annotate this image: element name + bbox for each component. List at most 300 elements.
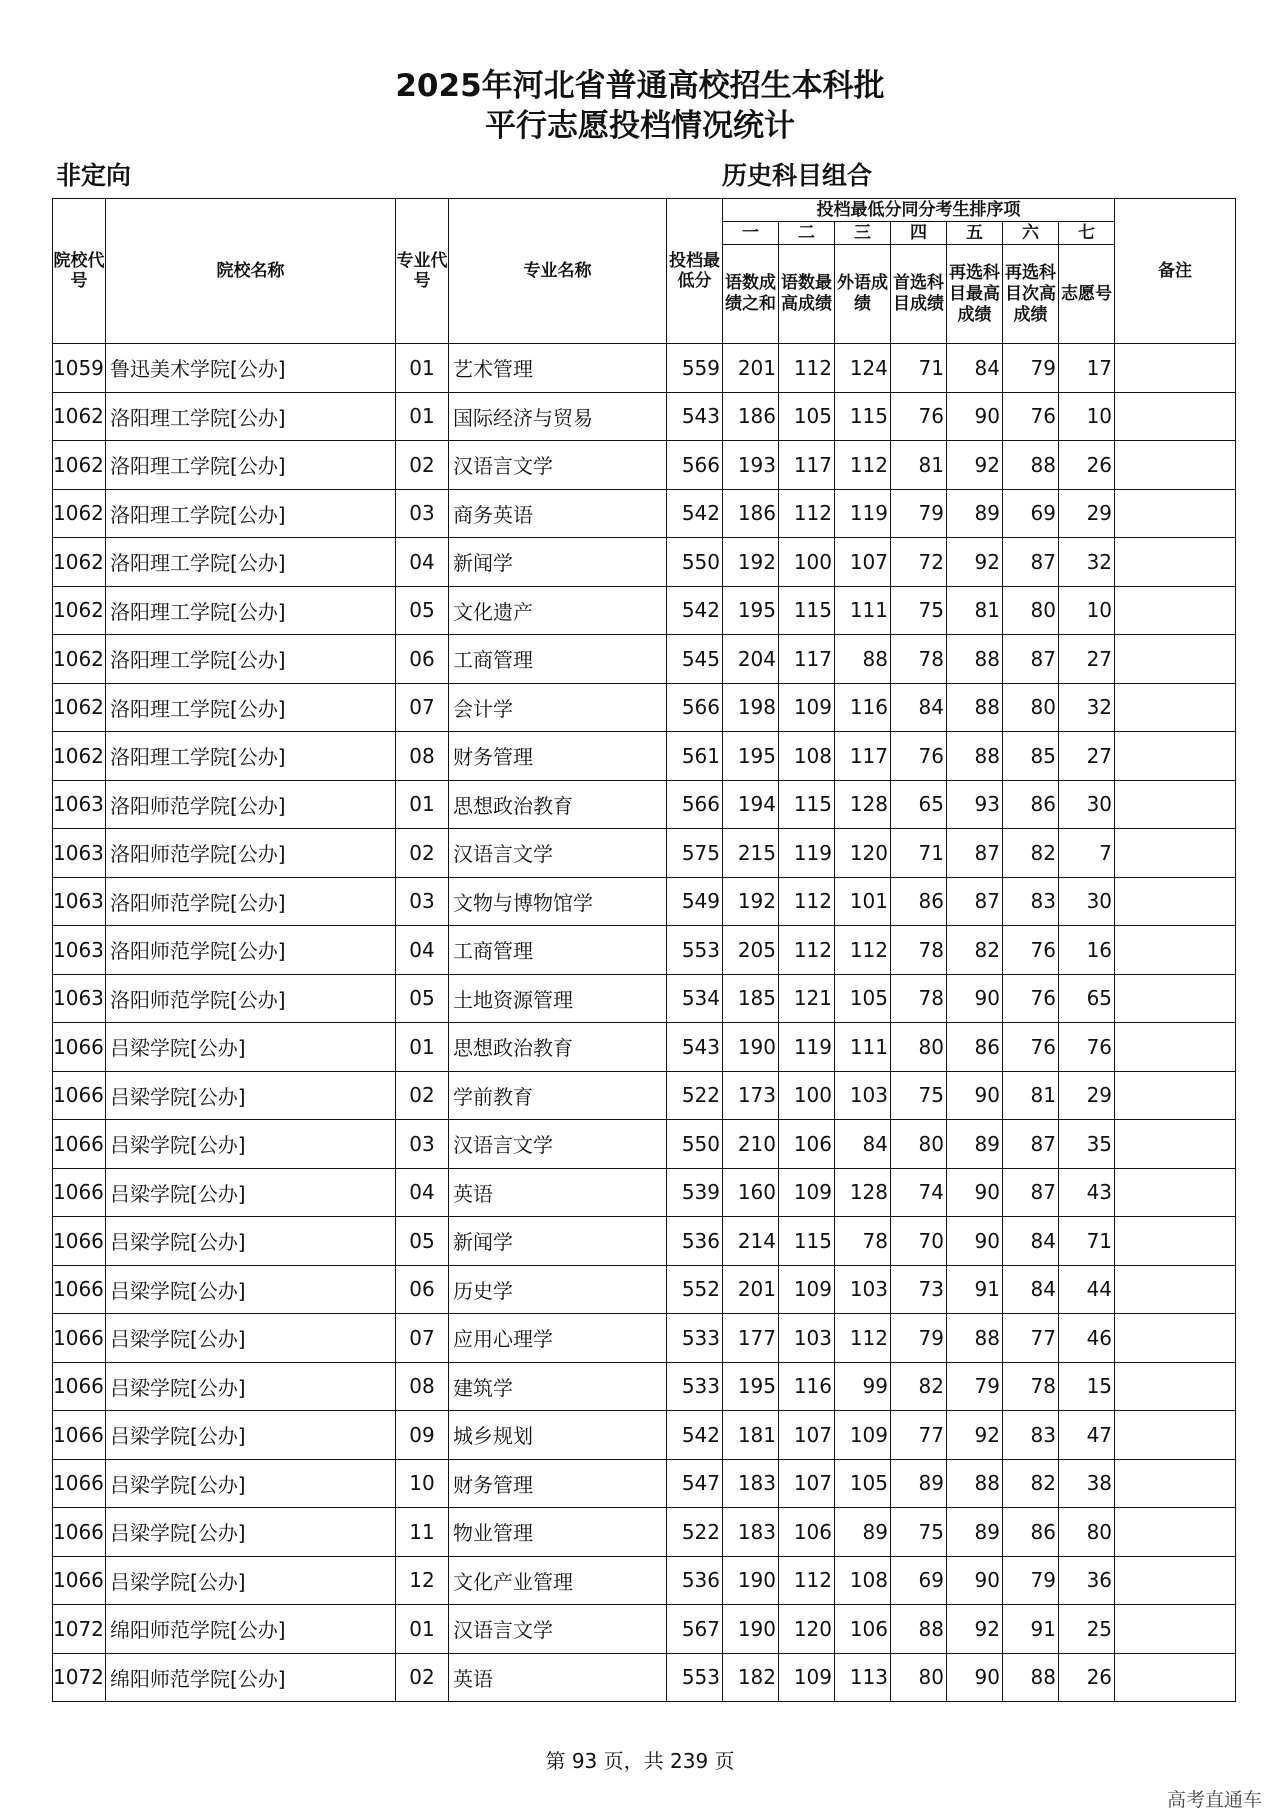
cell-tiebreak-4: 80 xyxy=(891,1653,947,1702)
cell-major-code: 03 xyxy=(396,489,449,538)
cell-school-code: 1062 xyxy=(53,635,106,684)
cell-school-code: 1066 xyxy=(53,1071,106,1120)
cell-remarks xyxy=(1115,538,1236,587)
cell-major-code: 03 xyxy=(396,1120,449,1169)
cell-tiebreak-5: 84 xyxy=(947,344,1003,393)
cell-tiebreak-6: 79 xyxy=(1003,344,1059,393)
cell-tiebreak-3: 124 xyxy=(835,344,891,393)
cell-remarks xyxy=(1115,1459,1236,1508)
cell-major-name: 英语 xyxy=(449,1168,667,1217)
cell-major-name: 工商管理 xyxy=(449,635,667,684)
cell-major-code: 04 xyxy=(396,926,449,975)
cell-tiebreak-7: 17 xyxy=(1059,344,1115,393)
cell-tiebreak-7: 30 xyxy=(1059,877,1115,926)
cell-remarks xyxy=(1115,392,1236,441)
cell-major-name: 国际经济与贸易 xyxy=(449,392,667,441)
cell-tiebreak-2: 112 xyxy=(779,1556,835,1605)
cell-tiebreak-5: 86 xyxy=(947,1023,1003,1072)
cell-major-code: 12 xyxy=(396,1556,449,1605)
cell-tiebreak-3: 112 xyxy=(835,926,891,975)
cell-tiebreak-4: 79 xyxy=(891,1314,947,1363)
cell-min-score: 575 xyxy=(667,829,723,878)
cell-tiebreak-5: 90 xyxy=(947,1071,1003,1120)
cell-school-name: 吕梁学院[公办] xyxy=(106,1508,396,1557)
cell-tiebreak-2: 112 xyxy=(779,926,835,975)
cell-remarks xyxy=(1115,586,1236,635)
cell-tiebreak-6: 87 xyxy=(1003,1168,1059,1217)
cell-major-name: 财务管理 xyxy=(449,1459,667,1508)
cell-tiebreak-5: 89 xyxy=(947,1508,1003,1557)
cell-tiebreak-6: 82 xyxy=(1003,829,1059,878)
table-row xyxy=(53,683,1236,732)
cell-tiebreak-2: 117 xyxy=(779,635,835,684)
cell-tiebreak-6: 83 xyxy=(1003,1411,1059,1460)
cell-min-score: 543 xyxy=(667,392,723,441)
cell-min-score: 553 xyxy=(667,1653,723,1702)
cell-major-code: 06 xyxy=(396,1265,449,1314)
cell-school-name: 洛阳理工学院[公办] xyxy=(106,392,396,441)
header-tiebreak-item: 再选科目最高成绩 xyxy=(947,245,1003,344)
cell-school-code: 1063 xyxy=(53,974,106,1023)
header-major-name: 专业名称 xyxy=(449,199,667,344)
cell-tiebreak-1: 195 xyxy=(723,732,779,781)
cell-min-score: 522 xyxy=(667,1071,723,1120)
cell-tiebreak-5: 90 xyxy=(947,1217,1003,1266)
cell-tiebreak-2: 121 xyxy=(779,974,835,1023)
cell-tiebreak-1: 182 xyxy=(723,1653,779,1702)
cell-min-score: 533 xyxy=(667,1314,723,1363)
cell-tiebreak-6: 88 xyxy=(1003,1653,1059,1702)
table-row xyxy=(53,441,1236,490)
cell-tiebreak-6: 69 xyxy=(1003,489,1059,538)
cell-school-code: 1066 xyxy=(53,1120,106,1169)
cell-major-name: 思想政治教育 xyxy=(449,1023,667,1072)
cell-tiebreak-6: 76 xyxy=(1003,974,1059,1023)
cell-major-name: 历史学 xyxy=(449,1265,667,1314)
header-min-score: 投档最低分 xyxy=(667,199,723,344)
cell-tiebreak-6: 76 xyxy=(1003,392,1059,441)
cell-tiebreak-7: 29 xyxy=(1059,1071,1115,1120)
cell-major-name: 财务管理 xyxy=(449,732,667,781)
cell-tiebreak-6: 77 xyxy=(1003,1314,1059,1363)
cell-tiebreak-2: 109 xyxy=(779,683,835,732)
cell-tiebreak-7: 26 xyxy=(1059,441,1115,490)
cell-tiebreak-7: 44 xyxy=(1059,1265,1115,1314)
cell-tiebreak-5: 92 xyxy=(947,1605,1003,1654)
cell-remarks xyxy=(1115,829,1236,878)
cell-school-code: 1062 xyxy=(53,732,106,781)
header-tiebreak-order: 七 xyxy=(1059,222,1115,245)
cell-major-code: 07 xyxy=(396,1314,449,1363)
cell-major-name: 文化产业管理 xyxy=(449,1556,667,1605)
header-remarks: 备注 xyxy=(1115,199,1236,344)
cell-tiebreak-3: 105 xyxy=(835,1459,891,1508)
cell-tiebreak-6: 81 xyxy=(1003,1071,1059,1120)
cell-tiebreak-4: 71 xyxy=(891,829,947,878)
cell-major-name: 建筑学 xyxy=(449,1362,667,1411)
cell-min-score: 561 xyxy=(667,732,723,781)
cell-school-name: 洛阳师范学院[公办] xyxy=(106,780,396,829)
table-row xyxy=(53,1459,1236,1508)
cell-min-score: 566 xyxy=(667,441,723,490)
cell-major-name: 城乡规划 xyxy=(449,1411,667,1460)
cell-tiebreak-1: 183 xyxy=(723,1508,779,1557)
cell-tiebreak-3: 108 xyxy=(835,1556,891,1605)
cell-remarks xyxy=(1115,1605,1236,1654)
subject-group-label: 历史科目组合 xyxy=(722,161,873,190)
cell-tiebreak-5: 88 xyxy=(947,635,1003,684)
cell-tiebreak-7: 76 xyxy=(1059,1023,1115,1072)
cell-school-name: 洛阳师范学院[公办] xyxy=(106,974,396,1023)
cell-tiebreak-6: 87 xyxy=(1003,538,1059,587)
cell-tiebreak-3: 88 xyxy=(835,635,891,684)
cell-tiebreak-2: 109 xyxy=(779,1265,835,1314)
cell-tiebreak-5: 92 xyxy=(947,441,1003,490)
cell-tiebreak-2: 120 xyxy=(779,1605,835,1654)
cell-school-name: 吕梁学院[公办] xyxy=(106,1411,396,1460)
cell-tiebreak-5: 90 xyxy=(947,1168,1003,1217)
cell-school-code: 1066 xyxy=(53,1508,106,1557)
cell-tiebreak-6: 83 xyxy=(1003,877,1059,926)
cell-tiebreak-3: 78 xyxy=(835,1217,891,1266)
cell-major-code: 06 xyxy=(396,635,449,684)
cell-major-name: 物业管理 xyxy=(449,1508,667,1557)
cell-tiebreak-1: 214 xyxy=(723,1217,779,1266)
cell-school-name: 绵阳师范学院[公办] xyxy=(106,1605,396,1654)
cell-major-name: 土地资源管理 xyxy=(449,974,667,1023)
cell-school-code: 1066 xyxy=(53,1556,106,1605)
header-tiebreak-order: 五 xyxy=(947,222,1003,245)
cell-tiebreak-6: 84 xyxy=(1003,1217,1059,1266)
cell-school-code: 1066 xyxy=(53,1168,106,1217)
cell-tiebreak-1: 205 xyxy=(723,926,779,975)
cell-min-score: 539 xyxy=(667,1168,723,1217)
cell-remarks xyxy=(1115,926,1236,975)
cell-tiebreak-7: 65 xyxy=(1059,974,1115,1023)
cell-school-code: 1072 xyxy=(53,1605,106,1654)
cell-remarks xyxy=(1115,1556,1236,1605)
cell-tiebreak-2: 103 xyxy=(779,1314,835,1363)
header-tiebreak-group: 投档最低分同分考生排序项 xyxy=(723,199,1115,222)
cell-tiebreak-4: 81 xyxy=(891,441,947,490)
cell-tiebreak-1: 210 xyxy=(723,1120,779,1169)
cell-tiebreak-1: 204 xyxy=(723,635,779,684)
cell-major-name: 汉语言文学 xyxy=(449,441,667,490)
cell-tiebreak-7: 10 xyxy=(1059,392,1115,441)
cell-tiebreak-3: 99 xyxy=(835,1362,891,1411)
cell-min-score: 550 xyxy=(667,1120,723,1169)
cell-major-name: 应用心理学 xyxy=(449,1314,667,1363)
cell-major-name: 文物与博物馆学 xyxy=(449,877,667,926)
cell-tiebreak-3: 107 xyxy=(835,538,891,587)
header-school-name: 院校名称 xyxy=(106,199,396,344)
cell-tiebreak-5: 90 xyxy=(947,1556,1003,1605)
cell-tiebreak-1: 194 xyxy=(723,780,779,829)
cell-major-code: 05 xyxy=(396,974,449,1023)
cell-tiebreak-1: 190 xyxy=(723,1023,779,1072)
table-row xyxy=(53,1120,1236,1169)
cell-tiebreak-6: 91 xyxy=(1003,1605,1059,1654)
table-row xyxy=(53,489,1236,538)
cell-tiebreak-4: 75 xyxy=(891,1071,947,1120)
cell-tiebreak-5: 92 xyxy=(947,538,1003,587)
cell-tiebreak-7: 27 xyxy=(1059,732,1115,781)
cell-tiebreak-7: 71 xyxy=(1059,1217,1115,1266)
cell-major-code: 04 xyxy=(396,538,449,587)
cell-tiebreak-1: 215 xyxy=(723,829,779,878)
cell-min-score: 547 xyxy=(667,1459,723,1508)
cell-tiebreak-3: 128 xyxy=(835,1168,891,1217)
cell-major-name: 新闻学 xyxy=(449,538,667,587)
cell-remarks xyxy=(1115,1411,1236,1460)
cell-tiebreak-6: 76 xyxy=(1003,926,1059,975)
table-row xyxy=(53,877,1236,926)
cell-school-code: 1063 xyxy=(53,926,106,975)
header-tiebreak-order: 六 xyxy=(1003,222,1059,245)
cell-tiebreak-6: 87 xyxy=(1003,1120,1059,1169)
cell-tiebreak-5: 90 xyxy=(947,1653,1003,1702)
cell-school-code: 1066 xyxy=(53,1411,106,1460)
cell-min-score: 543 xyxy=(667,1023,723,1072)
cell-tiebreak-3: 109 xyxy=(835,1411,891,1460)
cell-tiebreak-5: 92 xyxy=(947,1411,1003,1460)
cell-tiebreak-7: 29 xyxy=(1059,489,1115,538)
table-row xyxy=(53,1653,1236,1702)
cell-tiebreak-4: 78 xyxy=(891,926,947,975)
cell-tiebreak-7: 26 xyxy=(1059,1653,1115,1702)
cell-tiebreak-4: 77 xyxy=(891,1411,947,1460)
table-row xyxy=(53,732,1236,781)
cell-major-code: 03 xyxy=(396,877,449,926)
cell-remarks xyxy=(1115,489,1236,538)
cell-tiebreak-2: 112 xyxy=(779,344,835,393)
cell-tiebreak-4: 82 xyxy=(891,1362,947,1411)
table-row xyxy=(53,1556,1236,1605)
cell-tiebreak-2: 106 xyxy=(779,1120,835,1169)
header-tiebreak-order: 二 xyxy=(779,222,835,245)
cell-tiebreak-5: 90 xyxy=(947,974,1003,1023)
cell-major-code: 01 xyxy=(396,344,449,393)
cell-tiebreak-4: 70 xyxy=(891,1217,947,1266)
cell-tiebreak-2: 112 xyxy=(779,489,835,538)
cell-tiebreak-2: 107 xyxy=(779,1459,835,1508)
cell-tiebreak-1: 160 xyxy=(723,1168,779,1217)
cell-school-name: 洛阳理工学院[公办] xyxy=(106,732,396,781)
cell-tiebreak-1: 201 xyxy=(723,344,779,393)
cell-school-code: 1062 xyxy=(53,683,106,732)
cell-tiebreak-3: 84 xyxy=(835,1120,891,1169)
cell-major-name: 汉语言文学 xyxy=(449,1120,667,1169)
cell-major-code: 07 xyxy=(396,683,449,732)
cell-school-name: 鲁迅美术学院[公办] xyxy=(106,344,396,393)
cell-remarks xyxy=(1115,732,1236,781)
cell-tiebreak-7: 46 xyxy=(1059,1314,1115,1363)
cell-tiebreak-3: 113 xyxy=(835,1653,891,1702)
header-tiebreak-item: 再选科目次高成绩 xyxy=(1003,245,1059,344)
cell-tiebreak-5: 87 xyxy=(947,877,1003,926)
cell-remarks xyxy=(1115,683,1236,732)
table-row xyxy=(53,1168,1236,1217)
cell-min-score: 536 xyxy=(667,1556,723,1605)
cell-tiebreak-3: 112 xyxy=(835,1314,891,1363)
cell-remarks xyxy=(1115,1120,1236,1169)
brand-watermark: 高考直通车 xyxy=(1166,1789,1262,1811)
table-row xyxy=(53,1411,1236,1460)
table-row xyxy=(53,1023,1236,1072)
cell-major-name: 会计学 xyxy=(449,683,667,732)
cell-tiebreak-6: 76 xyxy=(1003,1023,1059,1072)
cell-tiebreak-7: 16 xyxy=(1059,926,1115,975)
header-tiebreak-item: 外语成绩 xyxy=(835,245,891,344)
cell-tiebreak-2: 115 xyxy=(779,1217,835,1266)
cell-tiebreak-5: 93 xyxy=(947,780,1003,829)
cell-school-code: 1062 xyxy=(53,489,106,538)
cell-tiebreak-2: 100 xyxy=(779,1071,835,1120)
cell-tiebreak-5: 82 xyxy=(947,926,1003,975)
cell-tiebreak-1: 186 xyxy=(723,489,779,538)
cell-remarks xyxy=(1115,1362,1236,1411)
cell-tiebreak-1: 193 xyxy=(723,441,779,490)
cell-tiebreak-3: 112 xyxy=(835,441,891,490)
cell-major-code: 02 xyxy=(396,1071,449,1120)
cell-major-code: 02 xyxy=(396,829,449,878)
table-row xyxy=(53,1362,1236,1411)
table-row xyxy=(53,1314,1236,1363)
table-row xyxy=(53,1605,1236,1654)
table-row xyxy=(53,780,1236,829)
cell-min-score: 552 xyxy=(667,1265,723,1314)
cell-remarks xyxy=(1115,1314,1236,1363)
cell-major-name: 学前教育 xyxy=(449,1071,667,1120)
cell-school-code: 1062 xyxy=(53,392,106,441)
cell-tiebreak-3: 105 xyxy=(835,974,891,1023)
cell-min-score: 566 xyxy=(667,683,723,732)
table-row xyxy=(53,1265,1236,1314)
cell-tiebreak-2: 108 xyxy=(779,732,835,781)
cell-tiebreak-4: 78 xyxy=(891,974,947,1023)
cell-tiebreak-5: 89 xyxy=(947,1120,1003,1169)
cell-school-code: 1063 xyxy=(53,877,106,926)
cell-tiebreak-1: 195 xyxy=(723,586,779,635)
cell-tiebreak-1: 181 xyxy=(723,1411,779,1460)
cell-tiebreak-4: 84 xyxy=(891,683,947,732)
cell-tiebreak-3: 111 xyxy=(835,1023,891,1072)
cell-tiebreak-2: 107 xyxy=(779,1411,835,1460)
cell-remarks xyxy=(1115,974,1236,1023)
cell-tiebreak-5: 90 xyxy=(947,392,1003,441)
cell-min-score: 542 xyxy=(667,489,723,538)
cell-tiebreak-2: 119 xyxy=(779,829,835,878)
cell-major-name: 商务英语 xyxy=(449,489,667,538)
cell-tiebreak-1: 192 xyxy=(723,538,779,587)
cell-tiebreak-5: 87 xyxy=(947,829,1003,878)
cell-school-code: 1072 xyxy=(53,1653,106,1702)
cell-tiebreak-4: 76 xyxy=(891,392,947,441)
cell-major-name: 新闻学 xyxy=(449,1217,667,1266)
cell-school-name: 吕梁学院[公办] xyxy=(106,1556,396,1605)
cell-remarks xyxy=(1115,780,1236,829)
header-tiebreak-order: 四 xyxy=(891,222,947,245)
cell-school-name: 吕梁学院[公办] xyxy=(106,1362,396,1411)
cell-school-name: 洛阳理工学院[公办] xyxy=(106,538,396,587)
table-row xyxy=(53,586,1236,635)
table-row xyxy=(53,926,1236,975)
cell-major-code: 05 xyxy=(396,586,449,635)
cell-tiebreak-1: 186 xyxy=(723,392,779,441)
header-school-code: 院校代号 xyxy=(53,199,106,344)
page-footer: 第 93 页，共 239 页 xyxy=(545,1749,735,1773)
cell-tiebreak-4: 75 xyxy=(891,1508,947,1557)
cell-school-name: 吕梁学院[公办] xyxy=(106,1265,396,1314)
table-row xyxy=(53,344,1236,393)
cell-school-code: 1066 xyxy=(53,1217,106,1266)
cell-tiebreak-3: 103 xyxy=(835,1071,891,1120)
cell-tiebreak-4: 76 xyxy=(891,732,947,781)
cell-school-name: 绵阳师范学院[公办] xyxy=(106,1653,396,1702)
cell-tiebreak-3: 117 xyxy=(835,732,891,781)
cell-school-name: 洛阳理工学院[公办] xyxy=(106,586,396,635)
cell-min-score: 536 xyxy=(667,1217,723,1266)
cell-tiebreak-7: 30 xyxy=(1059,780,1115,829)
cell-tiebreak-7: 32 xyxy=(1059,683,1115,732)
cell-school-name: 吕梁学院[公办] xyxy=(106,1217,396,1266)
cell-tiebreak-7: 43 xyxy=(1059,1168,1115,1217)
cell-tiebreak-7: 27 xyxy=(1059,635,1115,684)
cell-tiebreak-5: 88 xyxy=(947,683,1003,732)
cell-major-code: 01 xyxy=(396,392,449,441)
cell-tiebreak-2: 109 xyxy=(779,1653,835,1702)
table-row xyxy=(53,829,1236,878)
cell-tiebreak-4: 72 xyxy=(891,538,947,587)
admission-table xyxy=(52,198,1236,1702)
cell-min-score: 522 xyxy=(667,1508,723,1557)
table-row xyxy=(53,1217,1236,1266)
cell-tiebreak-1: 195 xyxy=(723,1362,779,1411)
cell-tiebreak-4: 79 xyxy=(891,489,947,538)
cell-tiebreak-7: 35 xyxy=(1059,1120,1115,1169)
cell-major-name: 艺术管理 xyxy=(449,344,667,393)
cell-tiebreak-4: 80 xyxy=(891,1120,947,1169)
cell-tiebreak-5: 88 xyxy=(947,1459,1003,1508)
cell-tiebreak-7: 25 xyxy=(1059,1605,1115,1654)
cell-tiebreak-4: 78 xyxy=(891,635,947,684)
cell-school-name: 吕梁学院[公办] xyxy=(106,1071,396,1120)
cell-major-code: 10 xyxy=(396,1459,449,1508)
cell-major-name: 汉语言文学 xyxy=(449,1605,667,1654)
cell-min-score: 567 xyxy=(667,1605,723,1654)
cell-tiebreak-6: 82 xyxy=(1003,1459,1059,1508)
cell-tiebreak-3: 128 xyxy=(835,780,891,829)
cell-tiebreak-6: 88 xyxy=(1003,441,1059,490)
cell-tiebreak-5: 79 xyxy=(947,1362,1003,1411)
cell-school-code: 1062 xyxy=(53,586,106,635)
cell-tiebreak-6: 78 xyxy=(1003,1362,1059,1411)
cell-school-code: 1066 xyxy=(53,1023,106,1072)
table-row xyxy=(53,538,1236,587)
cell-remarks xyxy=(1115,1653,1236,1702)
cell-remarks xyxy=(1115,877,1236,926)
cell-min-score: 566 xyxy=(667,780,723,829)
page-title-line2: 平行志愿投档情况统计 xyxy=(485,108,795,144)
cell-tiebreak-7: 10 xyxy=(1059,586,1115,635)
cell-tiebreak-2: 119 xyxy=(779,1023,835,1072)
cell-school-name: 吕梁学院[公办] xyxy=(106,1023,396,1072)
cell-tiebreak-1: 190 xyxy=(723,1605,779,1654)
header-tiebreak-order: 三 xyxy=(835,222,891,245)
cell-remarks xyxy=(1115,1071,1236,1120)
cell-tiebreak-4: 75 xyxy=(891,586,947,635)
cell-major-name: 汉语言文学 xyxy=(449,829,667,878)
